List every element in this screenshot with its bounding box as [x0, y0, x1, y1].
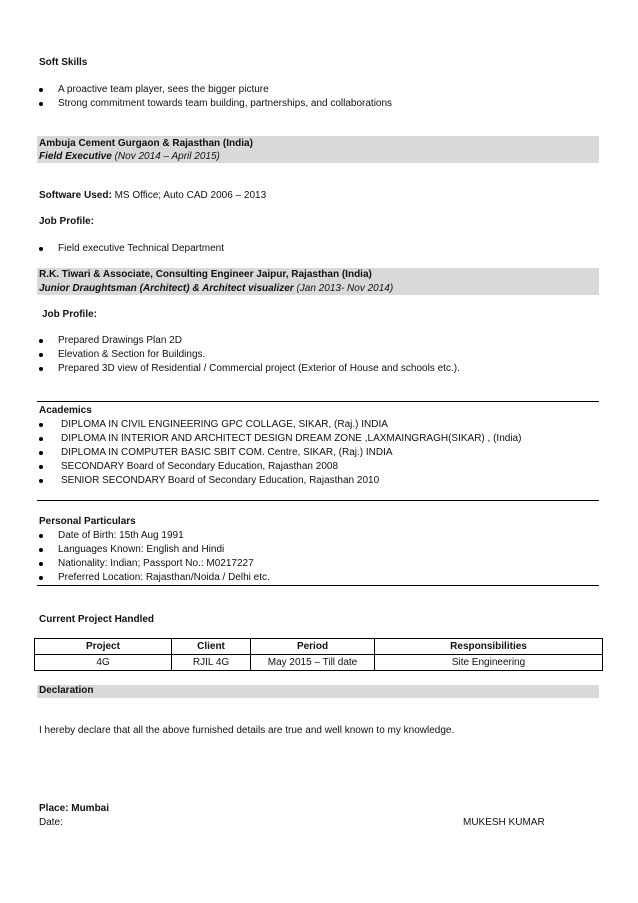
column-header: Responsibilities [375, 639, 603, 655]
table-cell: 4G [35, 655, 172, 671]
academics-list [39, 418, 521, 488]
software-value: MS Office; Auto CAD 2006 – 2013 [111, 190, 267, 201]
list-item: Preferred Location: Rajasthan/Noida / Delhi etc. [39, 571, 270, 585]
job1-profile-heading: Job Profile: [39, 216, 95, 227]
list-item: Prepared Drawings Plan 2D [39, 334, 460, 348]
job2-company: R.K. Tiwari & Associate, Consulting Engineer Jaipur, Rajasthan (India) [39, 269, 372, 280]
declaration-band [37, 685, 599, 698]
software-used [39, 189, 266, 203]
academics-bottom-rule [37, 500, 599, 501]
project-heading: Current Project Handled [39, 614, 155, 625]
list-item: SENIOR SECONDARY Board of Secondary Education, Rajasthan 2010 [39, 474, 521, 488]
academics-top-rule [37, 401, 599, 402]
job1-company: Ambuja Cement Gurgaon & Rajasthan (India) [39, 138, 253, 149]
job2-role-line [39, 282, 393, 296]
job1-role-line [39, 150, 220, 164]
job2-profile-heading: Job Profile: [42, 309, 98, 320]
column-header: Project [35, 639, 172, 655]
declaration-text: I hereby declare that all the above furnished details are true and well known to my knowledge. [39, 725, 455, 736]
job2-profile-list [39, 334, 460, 376]
project-table [34, 638, 603, 671]
soft-skills-heading: Soft Skills [39, 57, 88, 68]
list-item: Elevation & Section for Buildings. [39, 348, 460, 362]
table-cell: Site Engineering [375, 655, 603, 671]
job2-period: (Jan 2013- Nov 2014) [296, 283, 394, 294]
date-label: Date: [39, 817, 63, 828]
table-cell: May 2015 – Till date [251, 655, 375, 671]
list-item: DIPLOMA IN CIVIL ENGINEERING GPC COLLAGE, SIKAR, (Raj.) INDIA [39, 418, 521, 432]
declaration-heading: Declaration [39, 685, 94, 696]
job1-role: Field Executive [39, 151, 112, 162]
list-item: Nationality: Indian; Passport No.: M0217227 [39, 557, 270, 571]
table-header-row [35, 639, 603, 655]
list-item: DIPLOMA IN COMPUTER BASIC SBIT COM. Centre, SIKAR, (Raj.) INDIA [39, 446, 521, 460]
academics-heading: Academics [39, 405, 92, 416]
job2-role: Junior Draughtsman (Architect) & Architect visualizer [39, 283, 294, 294]
column-header: Period [251, 639, 375, 655]
list-item: DIPLOMA IN INTERIOR AND ARCHITECT DESIGN DREAM ZONE ,LAXMAINGRAGH(SIKAR) , (India) [39, 432, 521, 446]
list-item: Date of Birth: 15th Aug 1991 [39, 529, 270, 543]
list-item: Prepared 3D view of Residential / Commercial project (Exterior of House and schools etc.). [39, 362, 460, 376]
place-label: Place: Mumbai [39, 803, 110, 814]
list-item: Field executive Technical Department [39, 242, 224, 256]
job1-period: (Nov 2014 – April 2015) [114, 151, 220, 162]
personal-heading: Personal Particulars [39, 516, 136, 527]
table-row [35, 655, 603, 671]
list-item: SECONDARY Board of Secondary Education, Rajasthan 2008 [39, 460, 521, 474]
personal-list [39, 529, 270, 585]
column-header: Client [172, 639, 251, 655]
signatory-name: MUKESH KUMAR [463, 817, 545, 828]
software-label: Software Used: [39, 190, 112, 201]
list-item: A proactive team player, sees the bigger picture [39, 83, 392, 97]
list-item: Strong commitment towards team building, partnerships, and collaborations [39, 97, 392, 111]
personal-bottom-rule [37, 585, 599, 586]
job1-profile-list [39, 242, 224, 256]
list-item: Languages Known: English and Hindi [39, 543, 270, 557]
soft-skills-list [39, 83, 392, 111]
table-cell: RJIL 4G [172, 655, 251, 671]
